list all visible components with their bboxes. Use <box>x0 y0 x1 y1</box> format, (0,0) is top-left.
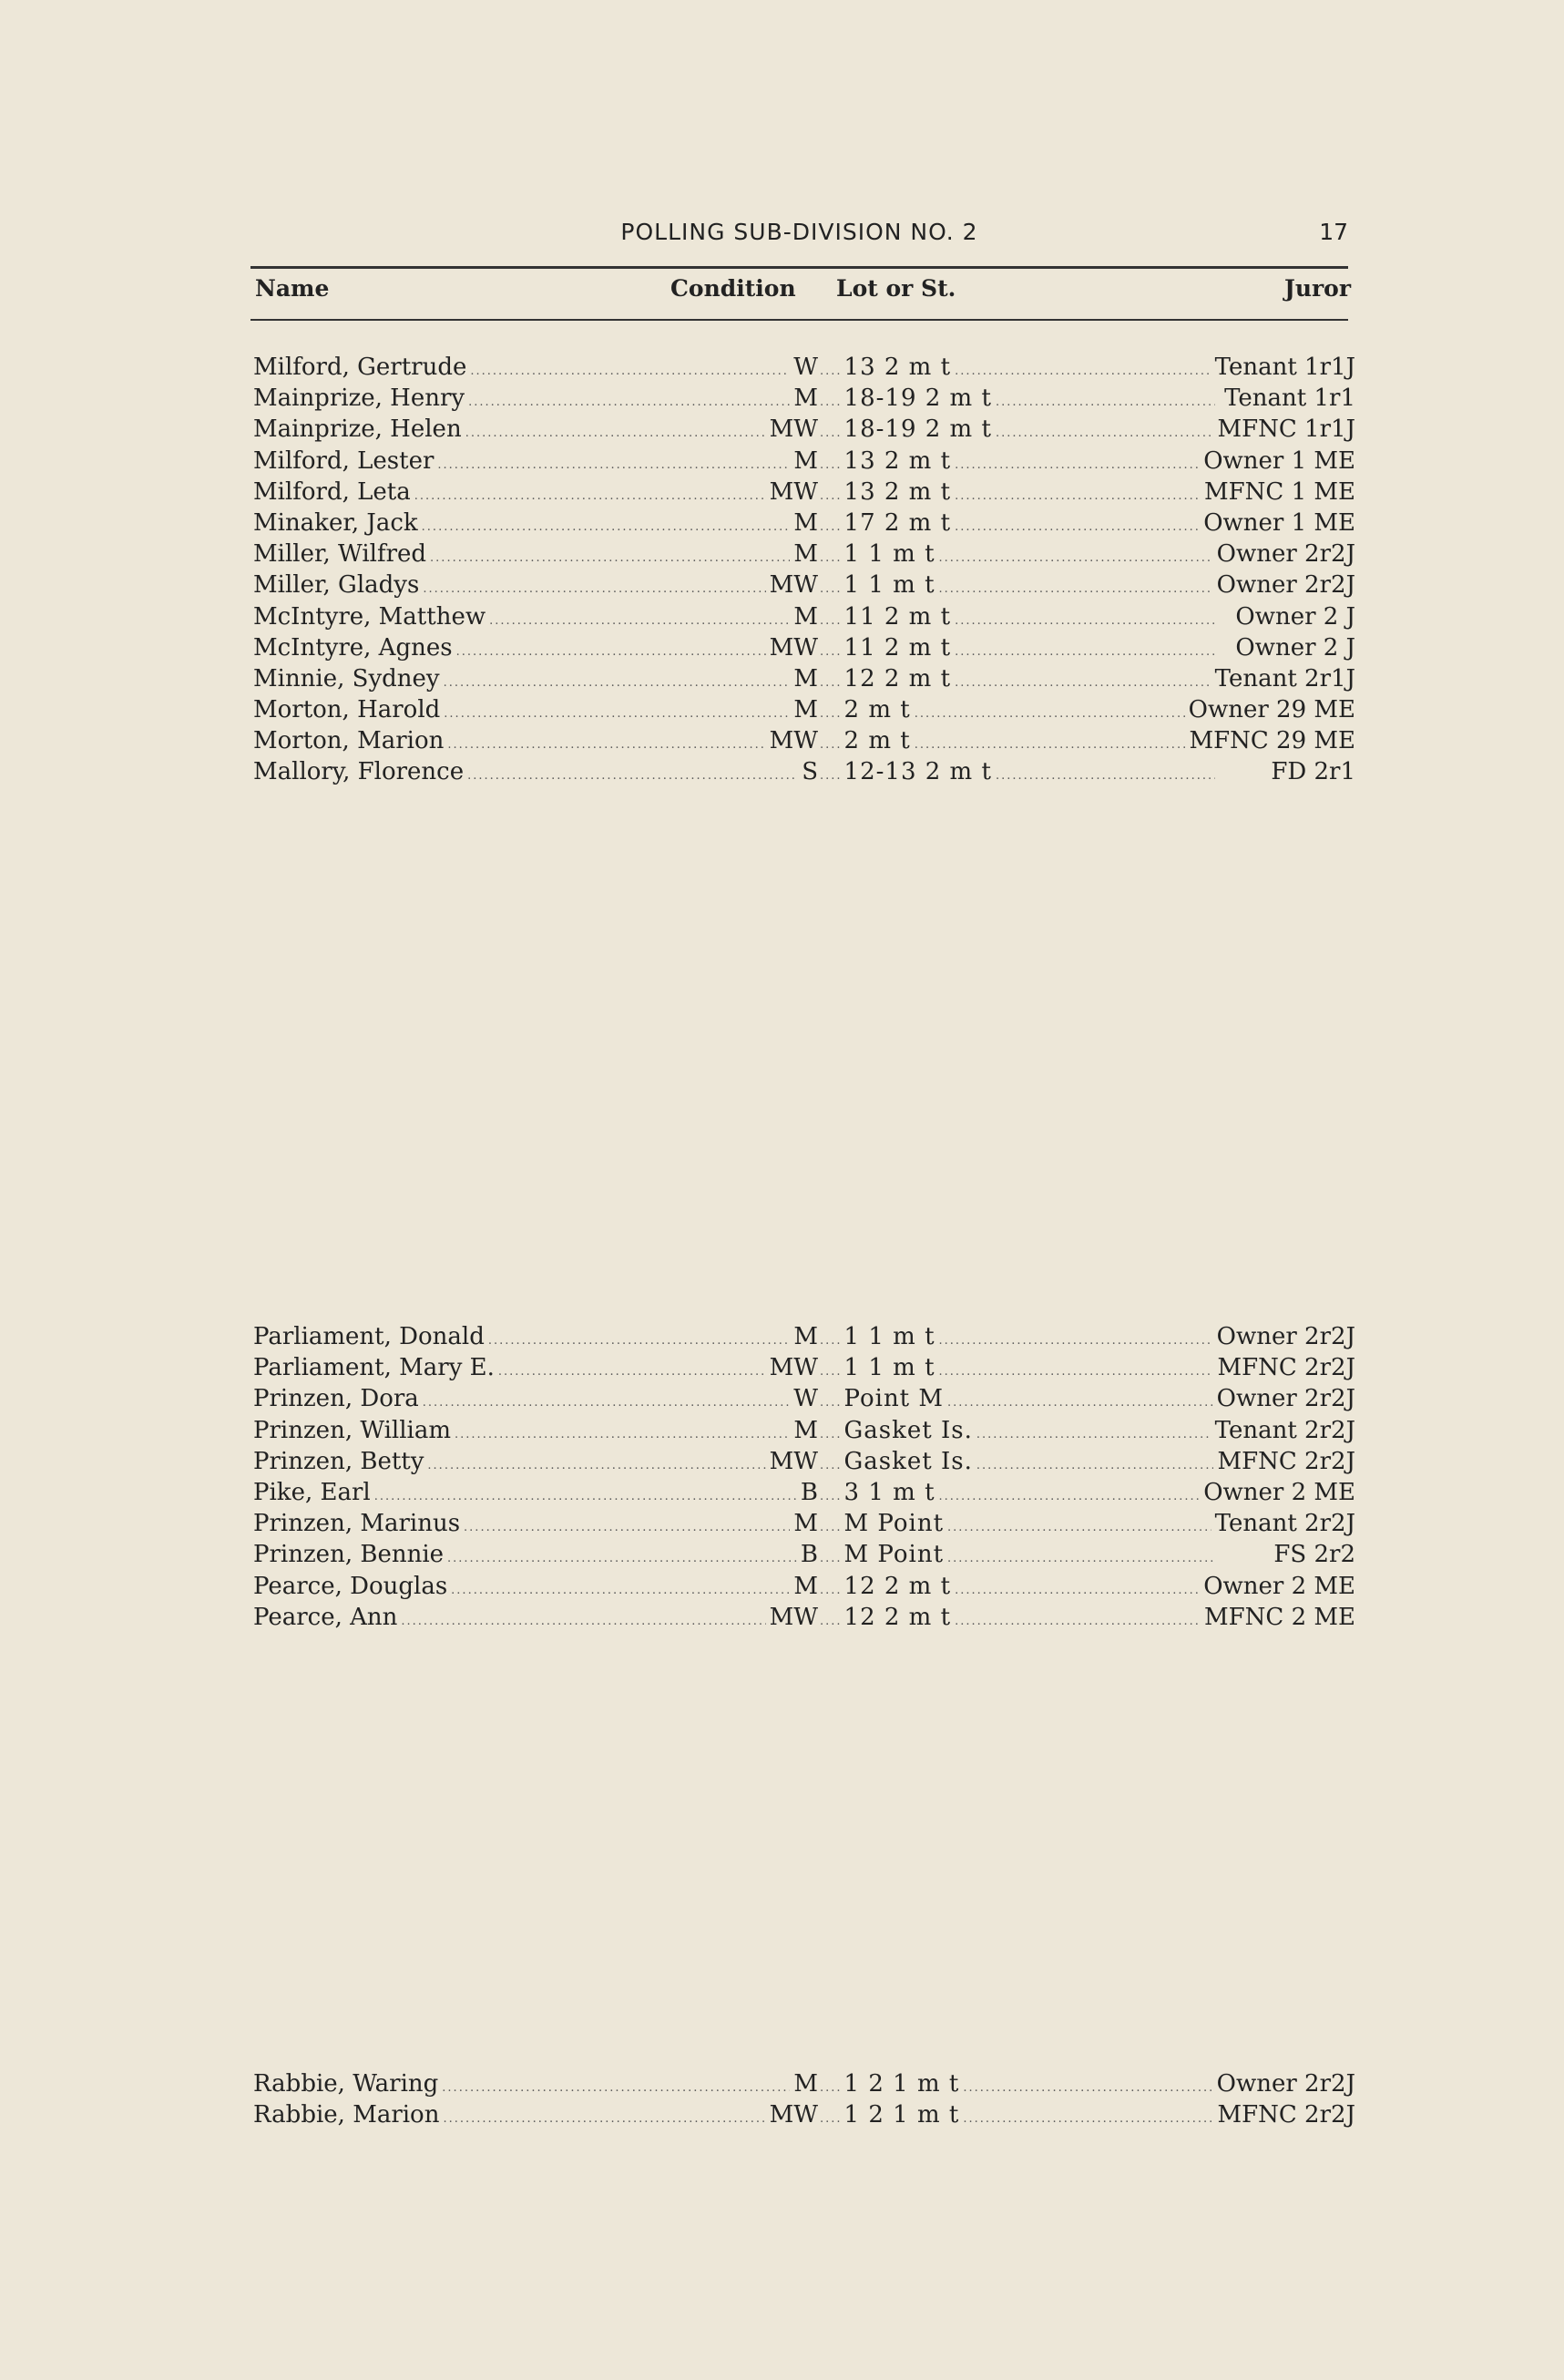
dot-leader <box>976 1459 1214 1472</box>
list-item <box>253 2101 1355 2132</box>
voter-juror: Owner 2r2J <box>1216 540 1355 569</box>
name-condition-segment <box>253 1448 818 1475</box>
name-condition-segment <box>253 727 818 754</box>
voter-lot: Point M <box>843 1385 945 1413</box>
list-item <box>253 354 1355 385</box>
list-item <box>253 1573 1355 1604</box>
voter-condition: M <box>793 696 818 724</box>
dot-separator: .... <box>820 488 843 503</box>
dot-separator: .... <box>820 519 843 534</box>
voter-juror: Tenant 1r1 <box>1224 385 1355 413</box>
list-item <box>253 1541 1355 1572</box>
dot-leader <box>955 364 1211 378</box>
dot-separator: .... <box>820 675 843 690</box>
voter-lot: Gasket Is. <box>843 1447 973 1475</box>
voter-juror: MFNC 2r2J <box>1217 1354 1355 1382</box>
voter-condition: M <box>793 446 818 475</box>
voter-lot: 12 2 m t <box>843 1572 952 1600</box>
dot-separator: .... <box>820 1427 843 1441</box>
voter-name: Rabbie, Marion <box>253 2101 440 2129</box>
voter-lot: 12-13 2 m t <box>843 758 992 786</box>
voter-name: Prinzen, William <box>253 1416 452 1444</box>
dot-leader <box>939 582 1213 596</box>
voter-juror: MFNC 29 ME <box>1189 727 1355 755</box>
voter-juror: Owner 1 ME <box>1203 508 1355 537</box>
dot-separator: .... <box>820 426 843 441</box>
voter-lot: 12 2 m t <box>843 1603 952 1631</box>
voter-condition: M <box>793 1572 818 1600</box>
dot-leader <box>955 645 1215 659</box>
name-condition-segment <box>253 1417 818 1444</box>
dot-leader <box>442 2081 790 2095</box>
dot-leader <box>447 738 765 752</box>
list-item <box>253 634 1355 665</box>
voter-juror: Owner 2r2J <box>1216 1323 1355 1350</box>
voter-juror: FS 2r2 <box>1273 1541 1355 1569</box>
list-item <box>253 1354 1355 1385</box>
name-condition-segment <box>253 1510 818 1537</box>
voter-juror: Owner 1 ME <box>1203 446 1355 475</box>
dot-leader <box>915 707 1185 721</box>
voter-lot: 13 2 m t <box>843 477 952 506</box>
dot-leader <box>470 364 790 378</box>
list-item <box>253 571 1355 602</box>
list-item <box>253 478 1355 509</box>
name-condition-segment <box>253 447 818 475</box>
voter-name: McIntyre, Agnes <box>253 633 453 662</box>
voter-name: Minaker, Jack <box>253 508 418 537</box>
dot-separator: .... <box>820 1552 843 1566</box>
list-item <box>253 1417 1355 1448</box>
page-title: POLLING SUB-DIVISION NO. 2 <box>620 219 978 245</box>
voter-name: Prinzen, Betty <box>253 1447 424 1475</box>
name-condition-segment <box>253 1385 818 1412</box>
voter-name: Mainprize, Helen <box>253 415 462 444</box>
voter-juror: Owner 2 J <box>1235 633 1355 662</box>
dot-separator: .... <box>820 707 843 722</box>
voter-condition: B <box>800 1541 818 1569</box>
voter-condition: MW <box>769 727 818 755</box>
voter-juror: Owner 2r2J <box>1216 2070 1355 2098</box>
voter-name: Pike, Earl <box>253 1478 371 1506</box>
dot-leader <box>443 2112 765 2126</box>
dot-leader <box>401 1615 765 1628</box>
dot-leader <box>437 458 790 472</box>
voter-lot: 1 2 1 m t <box>843 2070 960 2098</box>
voter-condition: M <box>793 602 818 631</box>
list-item <box>253 540 1355 571</box>
list-item <box>253 509 1355 540</box>
voter-lot: 11 2 m t <box>843 602 952 631</box>
voter-name: Rabbie, Waring <box>253 2070 439 2098</box>
voter-condition: MW <box>769 571 818 600</box>
dot-separator: .... <box>820 582 843 597</box>
dot-separator: .... <box>820 364 843 378</box>
voter-name: Miller, Gladys <box>253 571 420 600</box>
column-header-name: Name <box>255 275 330 302</box>
voter-condition: MW <box>769 415 818 444</box>
dot-leader <box>374 1490 797 1503</box>
dot-leader <box>996 426 1214 440</box>
dot-leader <box>963 2081 1212 2095</box>
voter-condition: W <box>793 1385 818 1413</box>
voter-lot: 12 2 m t <box>843 664 952 692</box>
dot-separator: .... <box>820 644 843 659</box>
dot-leader <box>976 1428 1211 1441</box>
voter-juror: Owner 29 ME <box>1188 696 1355 724</box>
name-condition-segment <box>253 2101 818 2129</box>
dot-leader <box>939 1490 1201 1503</box>
voter-lot: 11 2 m t <box>843 633 952 662</box>
list-item <box>253 1323 1355 1354</box>
voter-name: Prinzen, Bennie <box>253 1541 445 1569</box>
name-condition-segment <box>253 571 818 599</box>
dot-separator: .... <box>820 2081 843 2095</box>
dot-leader <box>467 769 798 783</box>
dot-leader <box>955 520 1200 534</box>
voter-lot: 13 2 m t <box>843 354 952 381</box>
voter-condition: B <box>800 1478 818 1506</box>
dot-leader <box>488 1334 791 1348</box>
voter-name: Prinzen, Dora <box>253 1385 419 1413</box>
voter-list-group-r <box>253 2070 1355 2132</box>
dot-separator: .... <box>820 769 843 784</box>
voter-juror: MFNC 1 ME <box>1204 477 1355 506</box>
voter-juror: MFNC 2 ME <box>1204 1603 1355 1631</box>
dot-separator: .... <box>820 1458 843 1472</box>
dot-leader <box>955 458 1200 472</box>
name-condition-segment <box>253 1323 818 1350</box>
name-condition-segment <box>253 696 818 723</box>
dot-leader <box>456 645 766 659</box>
dot-leader <box>947 1396 1213 1410</box>
voter-lot: 2 m t <box>843 727 911 755</box>
dot-leader <box>423 582 765 596</box>
voter-lot: Gasket Is. <box>843 1416 973 1444</box>
voter-name: Prinzen, Marinus <box>253 1510 461 1538</box>
voter-lot: 13 2 m t <box>843 446 952 475</box>
voter-lot: 1 1 m t <box>843 540 935 569</box>
name-condition-segment <box>253 1541 818 1568</box>
list-item <box>253 758 1355 789</box>
name-condition-segment <box>253 1479 818 1506</box>
name-condition-segment <box>253 1354 818 1381</box>
name-condition-segment <box>253 415 818 443</box>
name-condition-segment <box>253 1604 818 1631</box>
voter-juror: Owner 2r2J <box>1216 1385 1355 1413</box>
voter-name: Milford, Leta <box>253 477 411 506</box>
voter-condition: MW <box>769 477 818 506</box>
dot-leader <box>489 614 790 628</box>
voter-list-group-p <box>253 1323 1355 1635</box>
dot-separator: .... <box>820 1365 843 1380</box>
column-header-condition: Condition <box>670 275 796 302</box>
dot-leader <box>947 1552 1215 1565</box>
voter-lot: 1 1 m t <box>843 571 935 600</box>
list-item <box>253 2070 1355 2101</box>
name-condition-segment <box>253 2070 818 2098</box>
list-item <box>253 385 1355 415</box>
dot-leader <box>963 2112 1213 2126</box>
voter-juror: Owner 2 ME <box>1203 1478 1355 1506</box>
dot-separator: .... <box>820 1583 843 1597</box>
list-item <box>253 447 1355 478</box>
dot-leader <box>939 551 1213 565</box>
name-condition-segment <box>253 478 818 506</box>
column-header-lot: Lot or St. <box>836 275 956 302</box>
dot-leader <box>455 1428 790 1441</box>
dot-leader <box>955 489 1201 503</box>
voter-condition: M <box>793 1510 818 1538</box>
voter-juror: Tenant 2r2J <box>1214 1416 1355 1444</box>
voter-name: Morton, Marion <box>253 727 445 755</box>
voter-juror: Owner 2 J <box>1235 602 1355 631</box>
voter-condition: MW <box>769 1354 818 1382</box>
voter-juror: Owner 2r2J <box>1216 571 1355 600</box>
dot-leader <box>955 1584 1200 1597</box>
page-header <box>250 219 1348 251</box>
dot-separator: .... <box>820 1489 843 1503</box>
voter-condition: M <box>793 508 818 537</box>
voter-name: Pearce, Douglas <box>253 1572 448 1600</box>
dot-leader <box>939 1334 1213 1348</box>
voter-name: Mallory, Florence <box>253 758 465 786</box>
dot-leader <box>422 520 791 534</box>
voter-lot: 18-19 2 m t <box>843 415 992 444</box>
voter-juror: FD 2r1 <box>1271 758 1355 786</box>
voter-name: Parliament, Donald <box>253 1323 485 1350</box>
name-condition-segment <box>253 354 818 381</box>
dot-leader <box>498 1365 766 1379</box>
voter-name: Parliament, Mary E. <box>253 1354 495 1382</box>
voter-juror: Owner 2 ME <box>1203 1572 1355 1600</box>
voter-lot: 2 m t <box>843 696 911 724</box>
dot-leader <box>444 707 790 721</box>
name-condition-segment <box>253 665 818 692</box>
voter-condition: M <box>793 1416 818 1444</box>
dot-leader <box>468 395 790 409</box>
voter-lot: 1 1 m t <box>843 1354 935 1382</box>
voter-condition: MW <box>769 633 818 662</box>
list-item <box>253 415 1355 446</box>
list-item <box>253 1448 1355 1479</box>
voter-name: Milford, Gertrude <box>253 354 467 381</box>
dot-separator: .... <box>820 1614 843 1628</box>
voter-lot: 1 2 1 m t <box>843 2101 960 2129</box>
list-item <box>253 1510 1355 1541</box>
voter-juror: MFNC 2r2J <box>1217 1447 1355 1475</box>
name-condition-segment <box>253 509 818 537</box>
dot-leader <box>423 1396 790 1410</box>
list-item <box>253 603 1355 634</box>
voter-condition: MW <box>769 1447 818 1475</box>
voter-name: Miller, Wilfred <box>253 540 427 569</box>
dot-leader <box>414 489 766 503</box>
dot-leader <box>955 614 1215 628</box>
voter-juror: MFNC 2r2J <box>1217 2101 1355 2129</box>
voter-condition: M <box>793 540 818 569</box>
dot-separator: .... <box>820 1521 843 1535</box>
dot-leader <box>996 395 1215 409</box>
voter-lot: M Point <box>843 1510 945 1538</box>
voter-condition: M <box>793 2070 818 2098</box>
voter-name: Milford, Lester <box>253 446 434 475</box>
voter-condition: S <box>802 758 818 786</box>
list-item <box>253 665 1355 696</box>
dot-separator: .... <box>820 613 843 628</box>
dot-separator: .... <box>820 738 843 753</box>
dot-separator: .... <box>820 395 843 410</box>
list-item <box>253 727 1355 758</box>
column-header-juror: Juror <box>1284 275 1352 302</box>
name-condition-segment <box>253 385 818 412</box>
voter-list-group-m <box>253 354 1355 790</box>
list-item <box>253 1385 1355 1416</box>
voter-lot: 18-19 2 m t <box>843 385 992 413</box>
voter-condition: W <box>793 354 818 381</box>
name-condition-segment <box>253 1573 818 1600</box>
name-condition-segment <box>253 758 818 785</box>
voter-condition: M <box>793 664 818 692</box>
voter-name: McIntyre, Matthew <box>253 602 486 631</box>
page-number: 17 <box>1319 219 1348 245</box>
voter-lot: 3 1 m t <box>843 1478 935 1506</box>
voter-lot: 17 2 m t <box>843 508 952 537</box>
dot-leader <box>955 676 1211 690</box>
header-rule-bottom <box>250 319 1348 321</box>
voter-name: Morton, Harold <box>253 696 441 724</box>
dot-leader <box>430 551 790 565</box>
dot-separator: .... <box>820 1334 843 1348</box>
dot-separator: .... <box>820 457 843 472</box>
voter-name: Pearce, Ann <box>253 1603 398 1631</box>
dot-leader <box>465 426 766 440</box>
voter-condition: MW <box>769 2101 818 2129</box>
voter-lot: M Point <box>843 1541 945 1569</box>
dot-leader <box>464 1521 790 1534</box>
voter-juror: MFNC 1r1J <box>1217 415 1355 444</box>
dot-leader <box>915 738 1186 752</box>
dot-leader <box>939 1365 1214 1379</box>
dot-leader <box>996 769 1215 783</box>
dot-leader <box>444 676 791 690</box>
voter-lot: 1 1 m t <box>843 1323 935 1350</box>
dot-leader <box>451 1584 790 1597</box>
dot-leader <box>447 1552 797 1565</box>
name-condition-segment <box>253 603 818 631</box>
voter-condition: MW <box>769 1603 818 1631</box>
dot-separator: .... <box>820 1396 843 1411</box>
list-item <box>253 1479 1355 1510</box>
voter-name: Mainprize, Henry <box>253 385 465 413</box>
voter-name: Minnie, Sydney <box>253 664 440 692</box>
list-item <box>253 1604 1355 1635</box>
voter-juror: Tenant 2r2J <box>1214 1510 1355 1538</box>
list-item <box>253 696 1355 727</box>
dot-leader <box>955 1615 1201 1628</box>
dot-separator: .... <box>820 551 843 566</box>
voter-condition: M <box>793 385 818 413</box>
voter-juror: Tenant 2r1J <box>1214 664 1355 692</box>
name-condition-segment <box>253 634 818 662</box>
voter-condition: M <box>793 1323 818 1350</box>
header-rule-top <box>250 266 1348 269</box>
name-condition-segment <box>253 540 818 568</box>
voter-juror: Tenant 1r1J <box>1214 354 1355 381</box>
dot-separator: .... <box>820 2112 843 2127</box>
dot-leader <box>427 1459 765 1472</box>
dot-leader <box>947 1521 1211 1534</box>
